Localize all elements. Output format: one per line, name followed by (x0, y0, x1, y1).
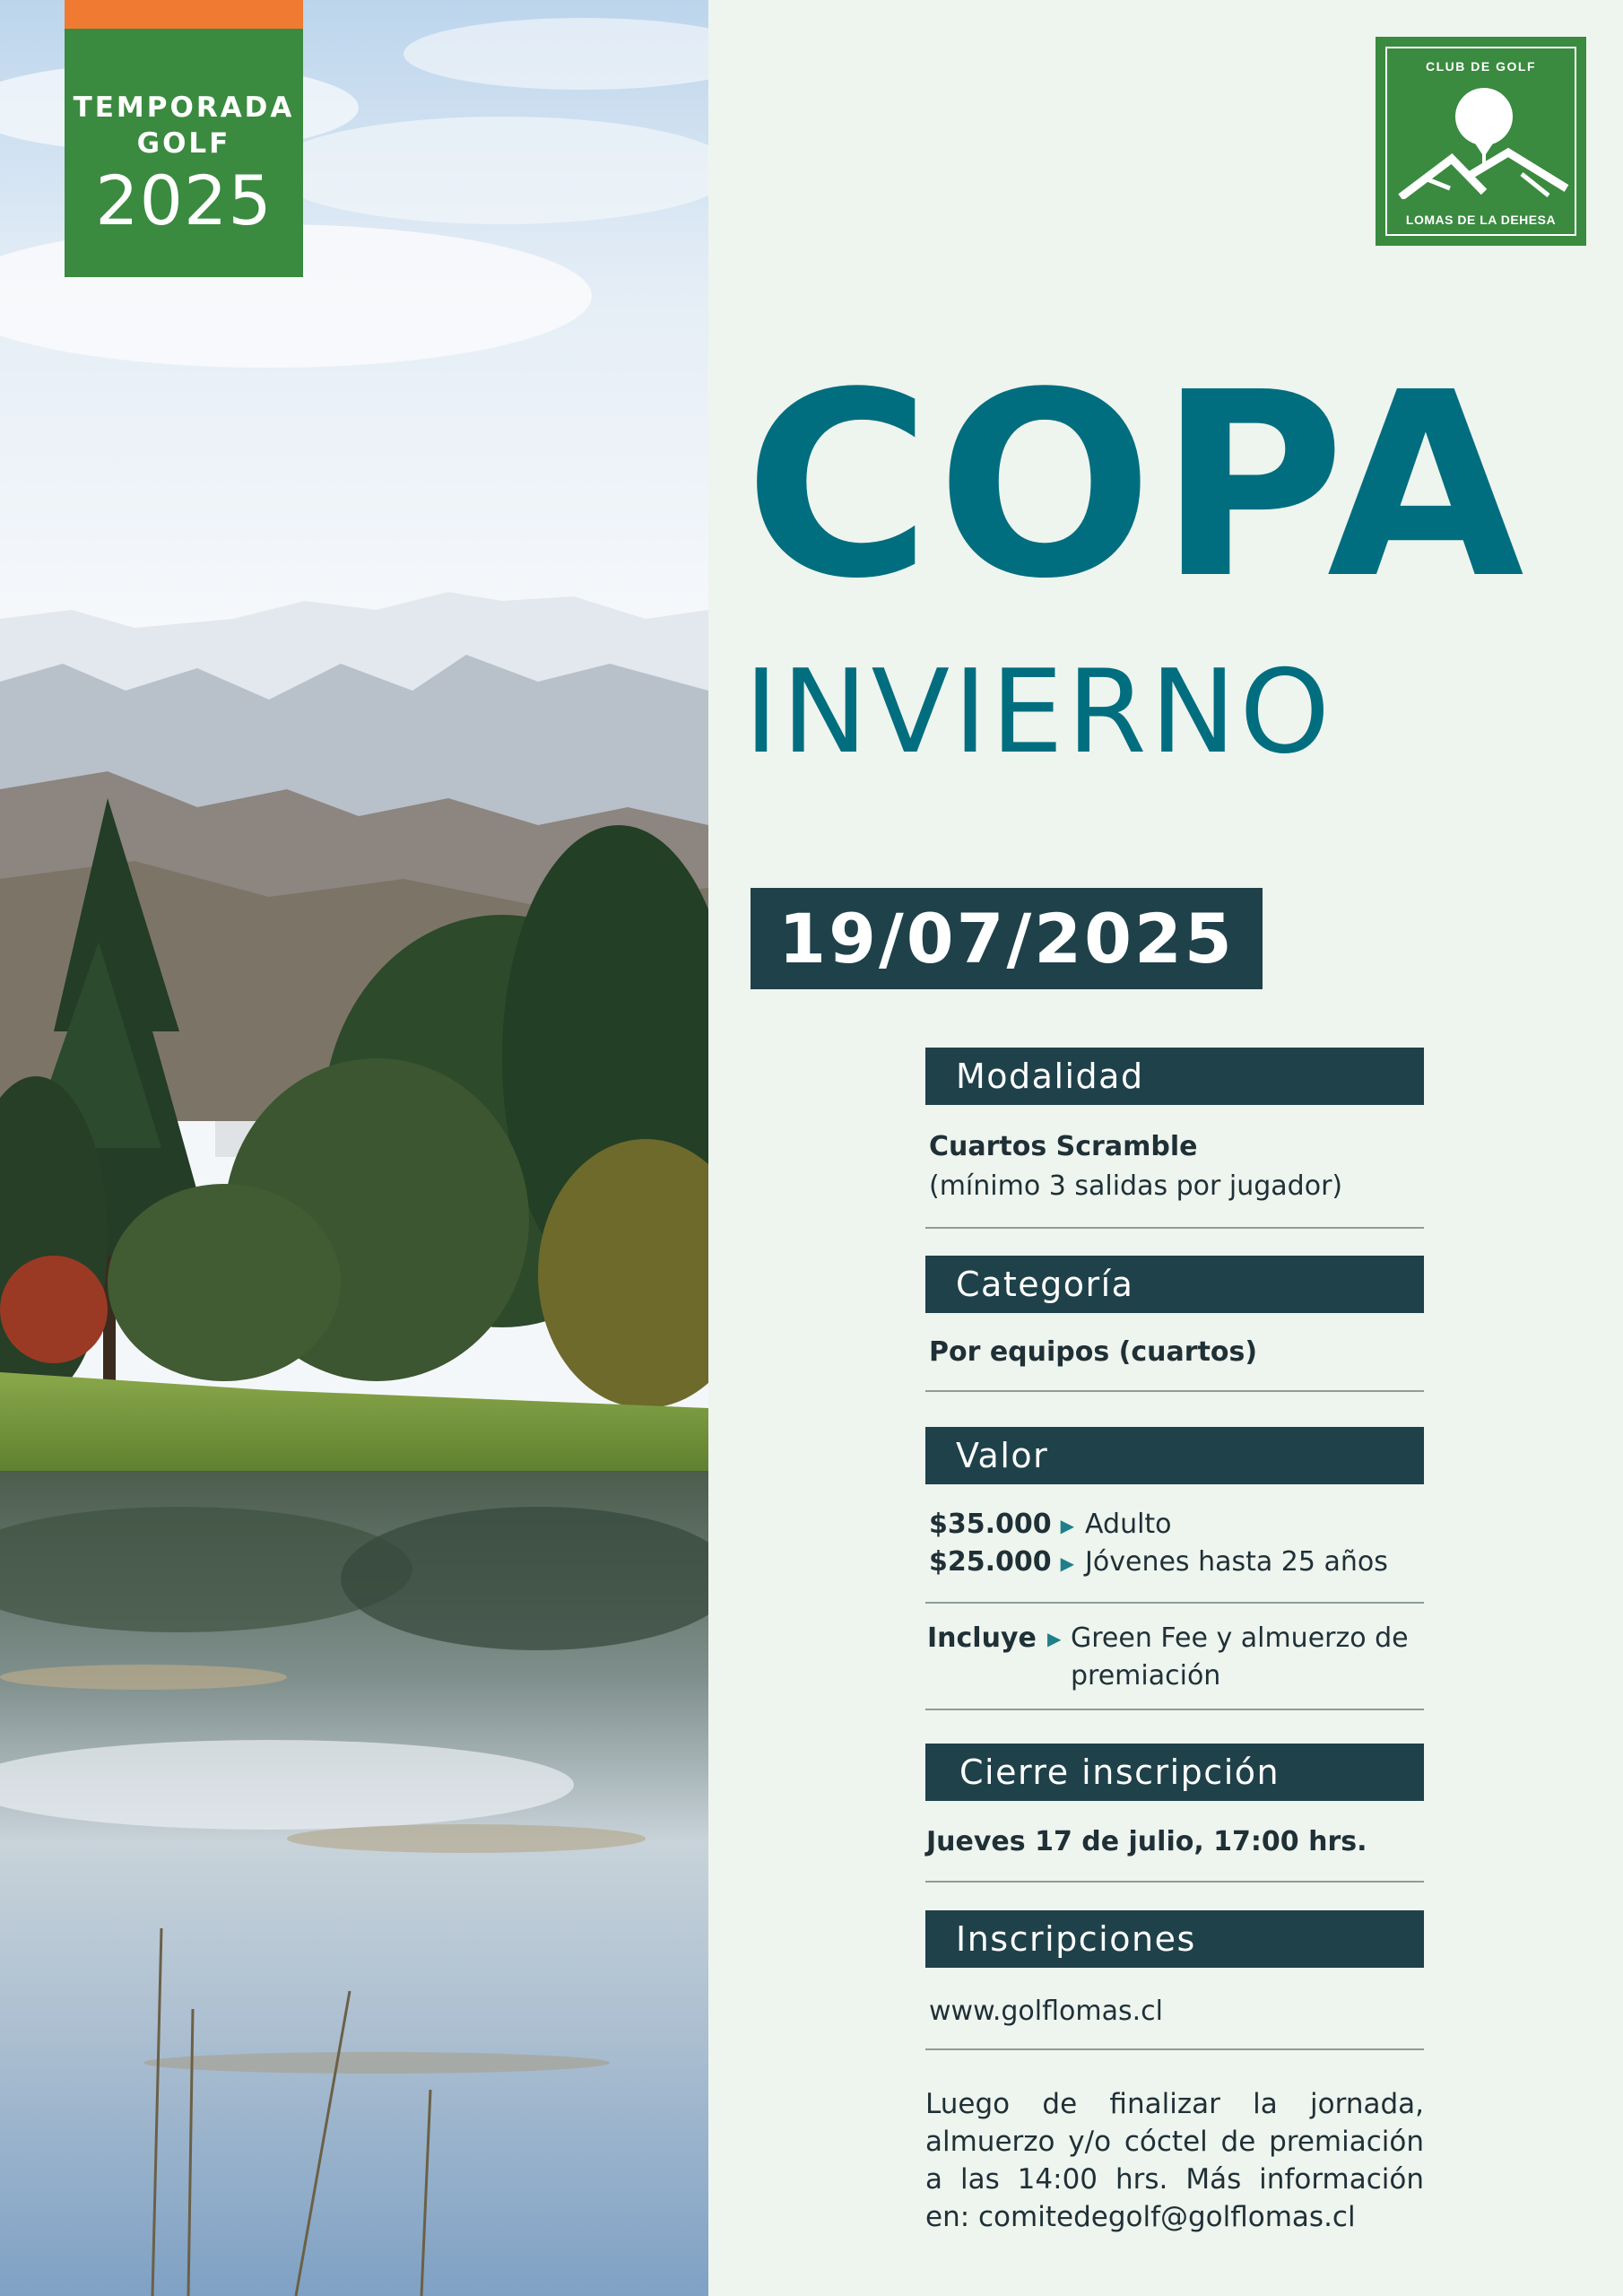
price-label: Adulto (1085, 1509, 1172, 1540)
season-year: 2025 (95, 161, 273, 240)
price-row-adult (929, 1506, 1172, 1544)
divider (925, 1709, 1424, 1710)
triangle-right-icon: ▶ (1060, 1514, 1075, 1536)
price-row-youth (929, 1544, 1388, 1582)
divider (925, 2048, 1424, 2050)
triangle-right-icon: ▶ (1047, 1628, 1062, 1649)
badge-accent-stripe (65, 0, 303, 29)
price-amount: $35.000 (929, 1509, 1052, 1540)
golf-course-landscape (0, 0, 708, 2296)
title-invierno: INVIERNO (744, 646, 1334, 779)
modalidad-note: (mínimo 3 salidas por jugador) (929, 1170, 1343, 1202)
golf-ball-tee-icon (1396, 83, 1571, 199)
valor-heading: Valor (925, 1427, 1424, 1484)
divider (925, 1602, 1424, 1604)
modalidad-main: Cuartos Scramble (929, 1131, 1198, 1162)
price-label: Jóvenes hasta 25 años (1085, 1546, 1388, 1578)
title-copa: COPA (744, 337, 1530, 634)
price-amount: $25.000 (929, 1546, 1052, 1578)
includes-text: Green Fee y almuerzo de premiación (1071, 1622, 1409, 1692)
season-label: TEMPORADA (73, 91, 295, 124)
divider (925, 1881, 1424, 1883)
triangle-right-icon: ▶ (1060, 1552, 1075, 1574)
hero-photo (0, 0, 708, 2296)
season-sport: GOLF (136, 127, 231, 160)
divider (925, 1390, 1424, 1392)
event-date: 19/07/2025 (751, 888, 1263, 989)
footer-note: Luego de finalizar la jornada, almuerzo y/o cóctel de premiación a las 14:00 hrs. Más información en: comitedegolf@golflomas.cl (925, 2088, 1424, 2233)
divider (925, 1227, 1424, 1229)
logo-top-text: CLUB DE GOLF (1426, 59, 1536, 74)
includes-label: Incluye (927, 1622, 1037, 1654)
inscripciones-website[interactable]: www.golflomas.cl (929, 1996, 1163, 2027)
logo-bottom-text: LOMAS DE LA DEHESA (1405, 213, 1557, 227)
inscripciones-heading: Inscripciones (925, 1910, 1424, 1968)
categoria-main: Por equipos (cuartos) (929, 1336, 1258, 1368)
categoria-heading: Categoría (925, 1256, 1424, 1313)
modalidad-heading: Modalidad (925, 1048, 1424, 1105)
cierre-heading: Cierre inscripción (925, 1744, 1424, 1801)
logo-frame (1385, 47, 1576, 236)
club-logo (1376, 37, 1586, 246)
season-badge (65, 0, 303, 277)
cierre-main: Jueves 17 de julio, 17:00 hrs. (926, 1826, 1367, 1857)
